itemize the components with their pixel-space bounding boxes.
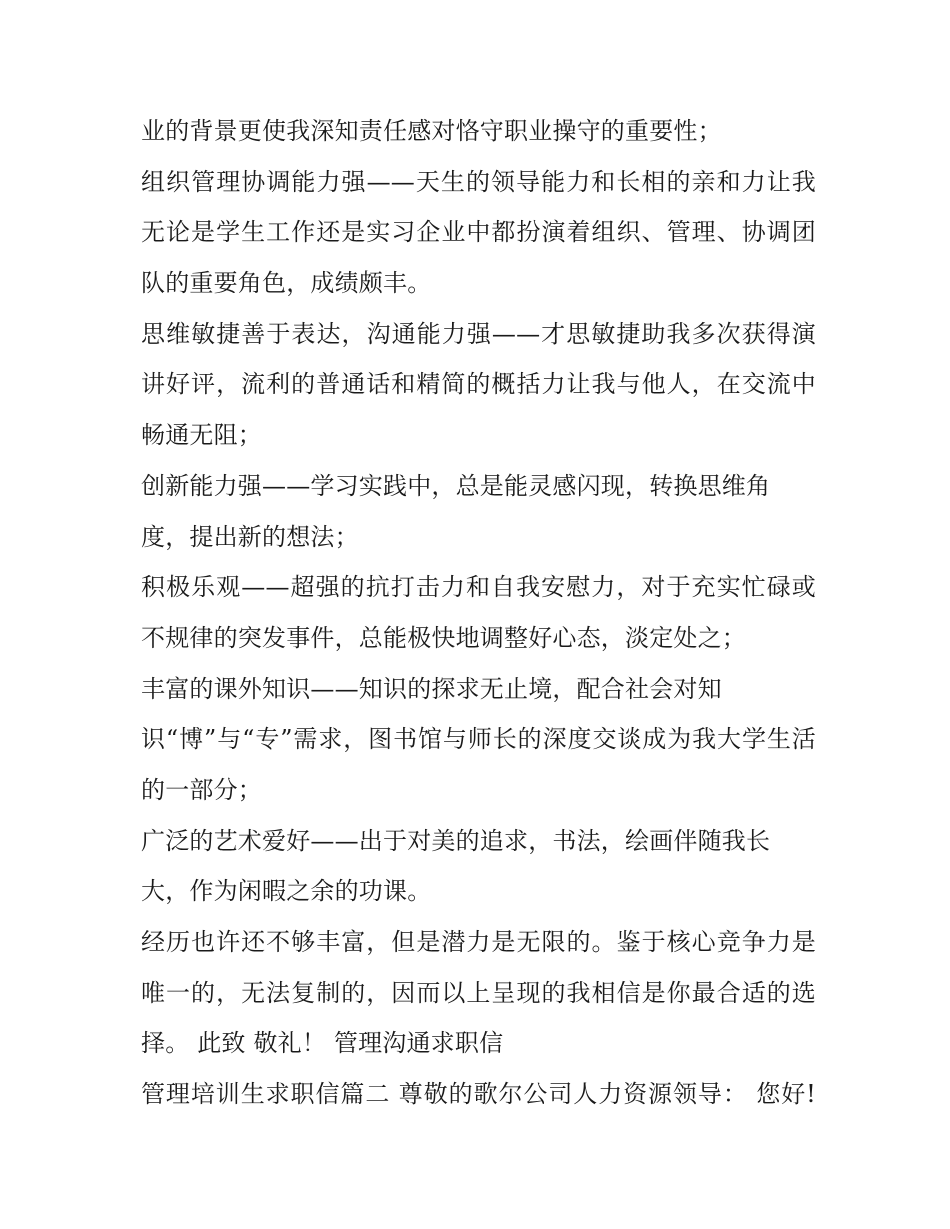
text-line: 广泛的艺术爱好——出于对美的追求，书法，绘画伴随我长 [141,826,771,855]
text-line: 队的重要角色，成绩颇丰。 [141,269,432,298]
text-line: 丰富的课外知识——知识的探求无止境，配合社会对知 [141,674,722,703]
text-line: 积极乐观——超强的抗打击力和自我安慰力，对于充实忙碌或 [141,573,816,602]
text-line: 不规律的突发事件，总能极快地调整好心态，淡定处之； [141,623,746,652]
text-line: 管理培训生求职信篇二 尊敬的歌尔公司人力资源领导： 您好! [141,1080,816,1109]
text-line: 畅通无阻； [141,421,262,450]
text-line: 度，提出新的想法； [141,522,359,551]
document-body [141,106,816,1120]
text-line: 的一部分； [141,775,262,804]
text-line: 组织管理协调能力强——天生的领导能力和长相的亲和力让我 [141,167,816,196]
text-line: 识“博”与“专”需求，图书馆与师长的深度交谈成为我大学生活 [141,725,816,754]
text-line: 唯一的，无法复制的，因而以上呈现的我相信是你最合适的选 [141,978,816,1007]
text-line: 创新能力强——学习实践中，总是能灵感闪现，转换思维角 [141,471,771,500]
text-line: 大，作为闲暇之余的功课。 [141,877,432,906]
text-line: 经历也许还不够丰富，但是潜力是无限的。鉴于核心竞争力是 [141,928,816,956]
text-line: 无论是学生工作还是实习企业中都扮演着组织、管理、协调团 [141,218,816,247]
text-line: 业的背景更使我深知责任感对恪守职业操守的重要性； [141,117,722,145]
text-line: 思维敏捷善于表达，沟通能力强——才思敏捷助我多次获得演 [141,319,816,348]
text-line: 讲好评，流利的普通话和精简的概括力让我与他人，在交流中 [141,370,816,399]
text-line: 择。 此致 敬礼！ 管理沟通求职信 [141,1029,504,1058]
